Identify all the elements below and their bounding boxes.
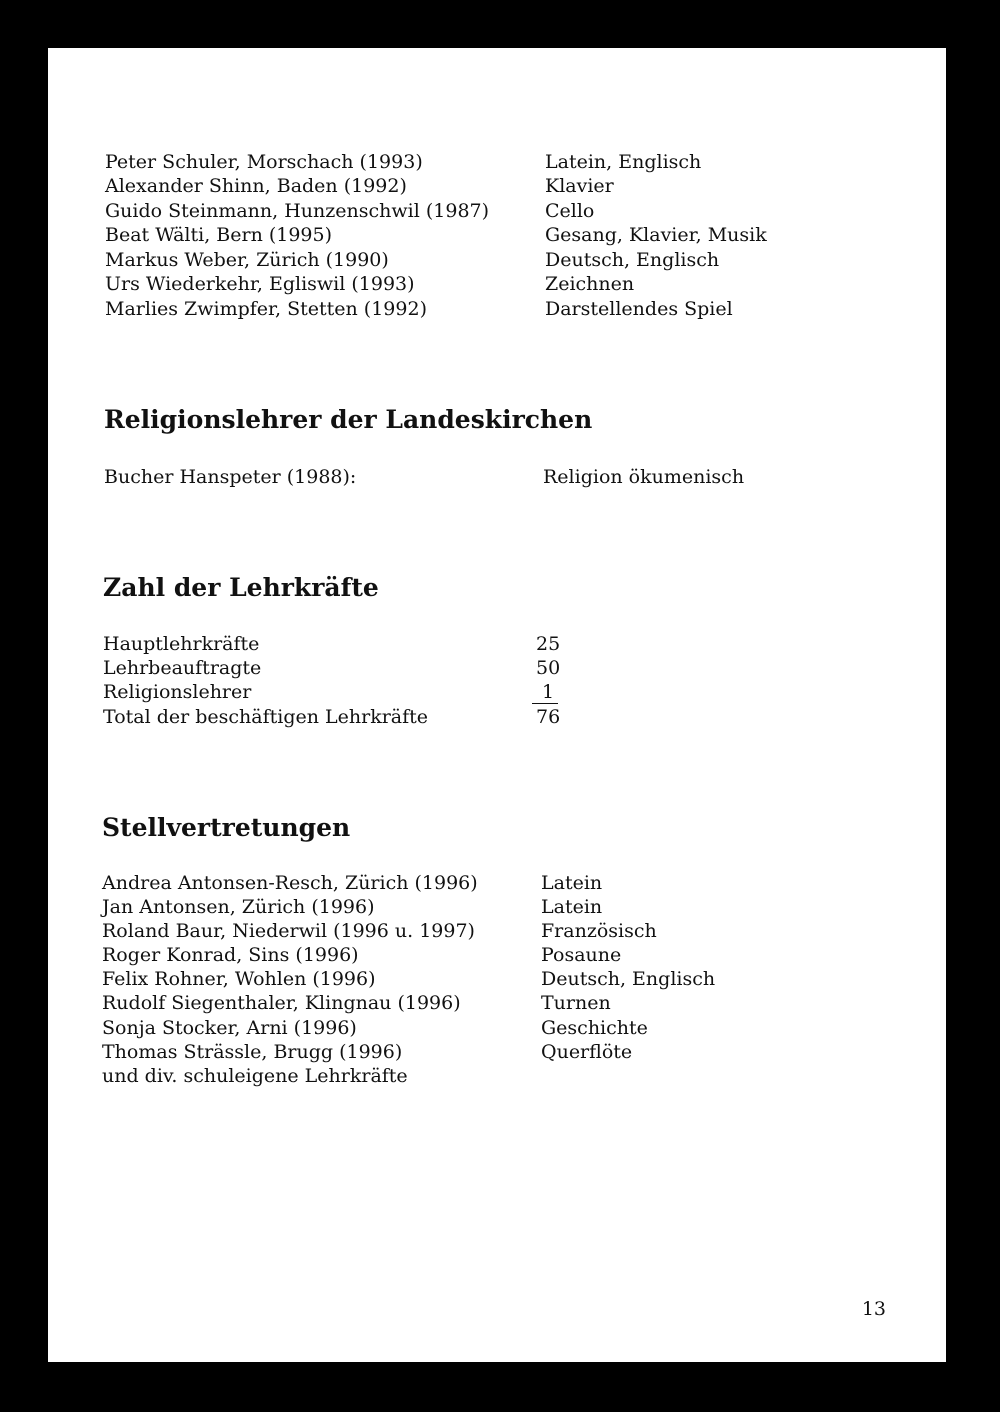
substitutes-heading: Stellvertretungen <box>102 813 351 842</box>
teacher-subject: Cello <box>545 200 595 222</box>
substitute-name: Roland Baur, Niederwil (1996 u. 1997) <box>102 920 475 942</box>
teacher-subject: Darstellendes Spiel <box>545 298 733 320</box>
substitute-name: Felix Rohner, Wohlen (1996) <box>102 968 376 990</box>
substitute-name: Jan Antonsen, Zürich (1996) <box>102 896 375 918</box>
count-label: Total der beschäftigen Lehrkräfte <box>103 706 429 728</box>
teachers-count-heading: Zahl der Lehrkräfte <box>103 573 379 602</box>
count-value-underlined <box>536 680 558 704</box>
count-label: Hauptlehrkräfte <box>103 633 260 655</box>
teacher-name: Bucher Hanspeter (1988): <box>104 466 357 488</box>
teacher-name: Urs Wiederkehr, Egliswil (1993) <box>105 273 415 295</box>
substitute-name: Thomas Strässle, Brugg (1996) <box>102 1041 403 1063</box>
substitute-subject: Deutsch, Englisch <box>541 968 716 990</box>
teacher-name: Beat Wälti, Bern (1995) <box>105 224 333 246</box>
count-value: 50 <box>536 657 561 679</box>
substitute-name: Rudolf Siegenthaler, Klingnau (1996) <box>102 992 461 1014</box>
teacher-name: Guido Steinmann, Hunzenschwil (1987) <box>105 200 490 222</box>
substitute-name: Andrea Antonsen-Resch, Zürich (1996) <box>102 872 478 894</box>
teacher-subject: Gesang, Klavier, Musik <box>545 224 767 246</box>
substitutes-footer-text: und div. schuleigene Lehrkräfte <box>102 1065 408 1087</box>
teacher-name: Peter Schuler, Morschach (1993) <box>105 151 423 173</box>
count-value: 1 <box>532 682 558 704</box>
count-value: 25 <box>536 633 561 655</box>
teacher-name: Marlies Zwimpfer, Stetten (1992) <box>105 298 427 320</box>
teacher-subject: Latein, Englisch <box>545 151 702 173</box>
substitute-subject: Turnen <box>541 992 611 1014</box>
substitute-subject: Querflöte <box>541 1041 633 1063</box>
count-total-value: 76 <box>536 706 561 728</box>
substitute-name: Sonja Stocker, Arni (1996) <box>102 1017 357 1039</box>
teacher-subject: Klavier <box>545 175 614 197</box>
substitute-subject: Geschichte <box>541 1017 648 1039</box>
religion-heading: Religionslehrer der Landeskirchen <box>104 405 593 434</box>
teacher-subject: Deutsch, Englisch <box>545 249 720 271</box>
substitute-subject: Latein <box>541 896 603 918</box>
substitute-subject: Französisch <box>541 920 657 942</box>
substitute-subject: Posaune <box>541 944 622 966</box>
teacher-name: Alexander Shinn, Baden (1992) <box>105 175 407 197</box>
teacher-name: Markus Weber, Zürich (1990) <box>105 249 389 271</box>
document-page <box>48 48 946 1362</box>
substitute-subject: Latein <box>541 872 603 894</box>
count-label: Lehrbeauftragte <box>103 657 262 679</box>
page-number: 13 <box>861 1298 886 1320</box>
substitute-name: Roger Konrad, Sins (1996) <box>102 944 359 966</box>
teacher-subject: Zeichnen <box>545 273 635 295</box>
count-label: Religionslehrer <box>103 681 252 703</box>
teacher-subject: Religion ökumenisch <box>543 466 745 488</box>
